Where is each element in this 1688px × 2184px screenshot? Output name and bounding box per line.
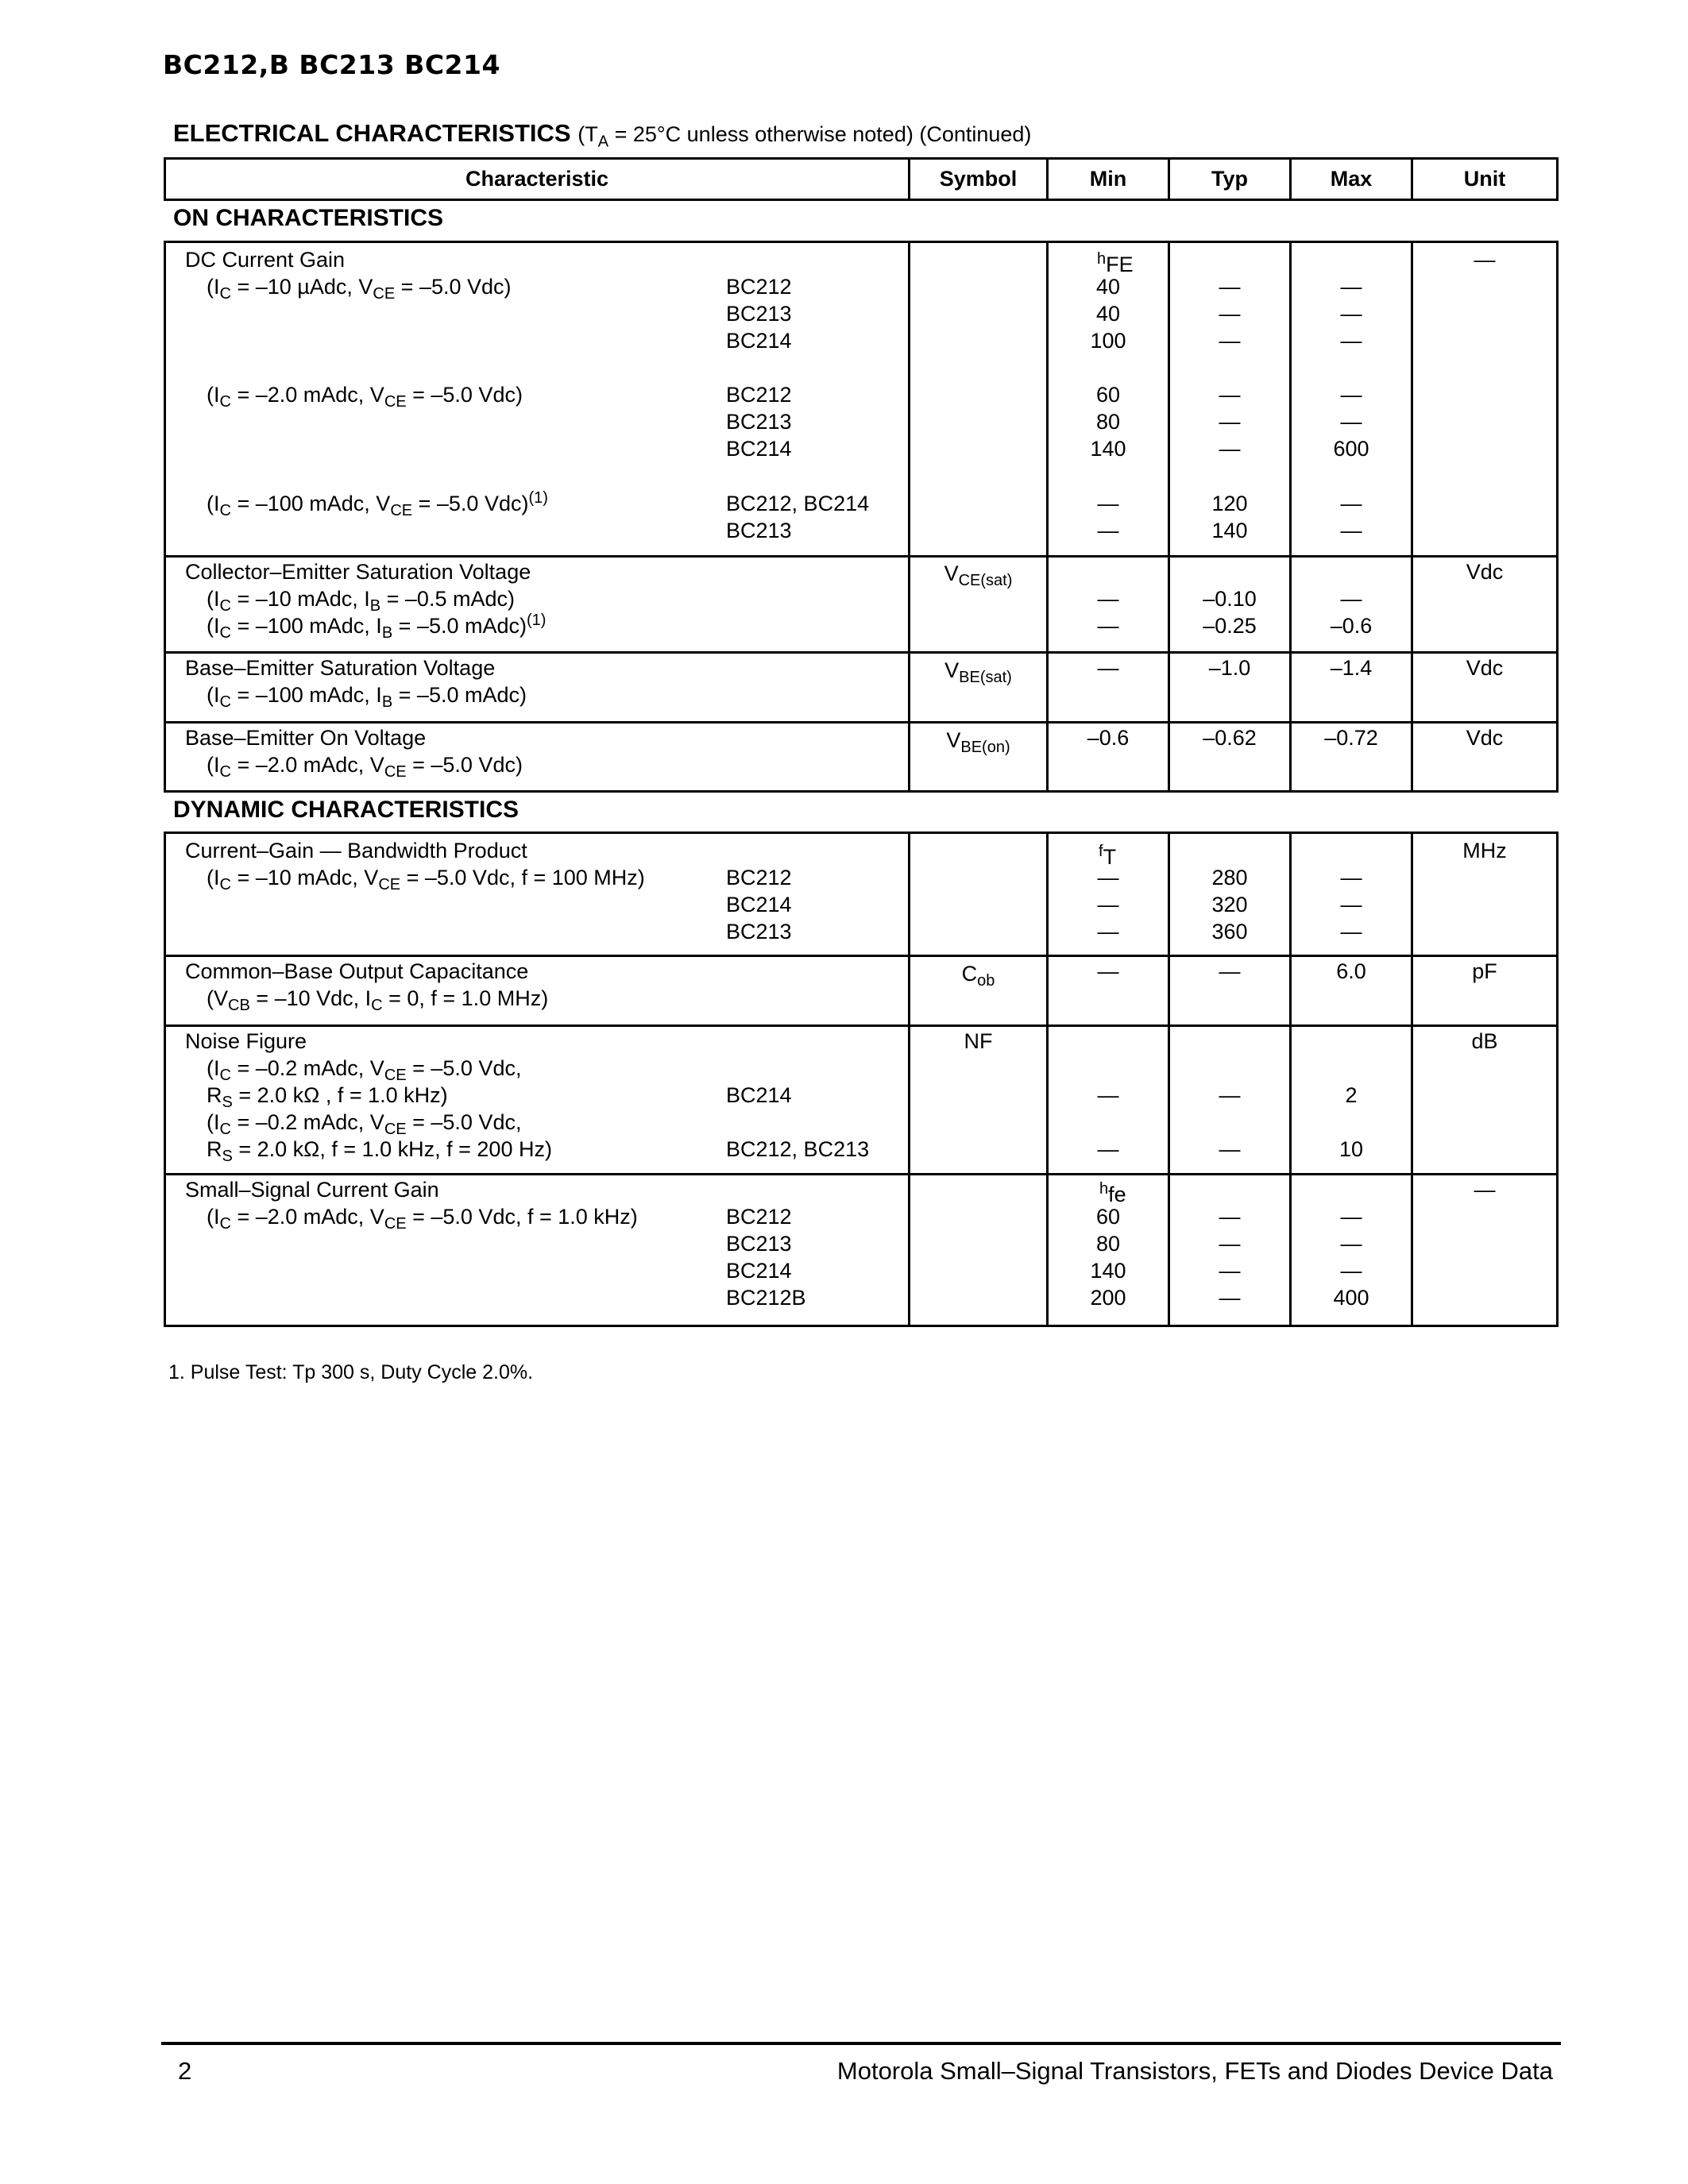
typ-value: — bbox=[1219, 1205, 1241, 1229]
nf-condition: $R_S = 2.0$ kΩ , f = 1.0 kHz) bbox=[207, 1083, 448, 1111]
dc-current-gain-title: DC Current Gain bbox=[185, 248, 346, 272]
document-header: BC212,B BC213 BC214 bbox=[163, 49, 500, 80]
typ-value: — bbox=[1219, 959, 1241, 983]
vbe-sat-symbol: $V_{BE(sat)}$ bbox=[944, 658, 1012, 686]
min-value: — bbox=[1097, 656, 1119, 680]
device-label: BC213 bbox=[726, 920, 792, 943]
typ-value: 140 bbox=[1211, 519, 1248, 542]
col-max: Max bbox=[1330, 167, 1373, 191]
footer-rule bbox=[161, 2042, 1561, 2045]
vce-sat-condition-2: ($I_C = -100$ mAdc, $I_B = -5.0$ mAdc)$^{(1)}$ bbox=[207, 612, 547, 642]
min-value: — bbox=[1097, 893, 1119, 916]
min-value: — bbox=[1097, 959, 1119, 983]
on-characteristics-table bbox=[164, 241, 1559, 793]
device-label: BC213 bbox=[726, 519, 792, 542]
max-value: –0.6 bbox=[1330, 614, 1373, 638]
max-value: — bbox=[1340, 410, 1362, 434]
hfe-symbol: $^h$FE bbox=[1097, 250, 1134, 276]
section-on-characteristics: ON CHARACTERISTICS bbox=[173, 205, 444, 231]
typ-value: 360 bbox=[1211, 920, 1248, 943]
table-title-main: ELECTRICAL CHARACTERISTICS bbox=[173, 119, 571, 147]
typ-value: — bbox=[1219, 275, 1241, 299]
vbe-on-condition: ($I_C = -2.0$ mAdc, $V_{CE} = -5.0$ Vdc) bbox=[207, 753, 523, 781]
min-value: 60 bbox=[1095, 383, 1121, 407]
vce-sat-condition-1: ($I_C = -10$ mAdc, $I_B = -0.5$ mAdc) bbox=[207, 587, 515, 615]
device-label: BC214 bbox=[726, 329, 792, 353]
hfe-condition-10ua: ($I_C = -10$ µAdc, $V_{CE} = -5.0$ Vdc) bbox=[207, 275, 512, 303]
min-value: — bbox=[1097, 1083, 1119, 1107]
min-value: 140 bbox=[1090, 1259, 1126, 1283]
col-min: Min bbox=[1089, 167, 1127, 191]
max-value: — bbox=[1340, 383, 1362, 407]
section-dynamic-characteristics: DYNAMIC CHARACTERISTICS bbox=[173, 797, 519, 823]
footnote: 1. Pulse Test: Tp 300 s, Duty Cycle 2.0%. bbox=[168, 1361, 534, 1383]
cob-condition: ($V_{CB} = -10$ Vdc, $I_C = 0$, f = 1.0 MHz) bbox=[207, 986, 549, 1014]
max-value: 10 bbox=[1338, 1137, 1364, 1161]
hfe-small-symbol: $^h$fe bbox=[1099, 1180, 1126, 1206]
typ-value: — bbox=[1219, 1083, 1241, 1107]
max-value: 600 bbox=[1333, 437, 1369, 461]
typ-value: 280 bbox=[1211, 866, 1248, 889]
nf-condition: ($I_C = -0.2$ mAdc, $V_{CE} = -5.0$ Vdc, bbox=[207, 1110, 522, 1138]
nf-condition: ($I_C = -0.2$ mAdc, $V_{CE} = -5.0$ Vdc, bbox=[207, 1056, 522, 1084]
min-value: 60 bbox=[1095, 1205, 1121, 1229]
hfe-unit: — bbox=[1474, 248, 1496, 272]
typ-value: –1.0 bbox=[1208, 656, 1251, 680]
device-label: BC212, BC213 bbox=[726, 1137, 870, 1161]
max-value: — bbox=[1340, 866, 1362, 889]
max-value: — bbox=[1340, 519, 1362, 542]
typ-value: 120 bbox=[1211, 492, 1248, 515]
max-value: –1.4 bbox=[1330, 656, 1373, 680]
device-label: BC212 bbox=[726, 866, 792, 889]
nf-condition: $R_S = 2.0$ kΩ, f = 1.0 kHz, f = 200 Hz) bbox=[207, 1137, 552, 1165]
max-value: 2 bbox=[1345, 1083, 1358, 1107]
max-value: — bbox=[1340, 1259, 1362, 1283]
cob-unit: pF bbox=[1472, 959, 1497, 983]
ft-title: Current–Gain — Bandwidth Product bbox=[185, 839, 527, 862]
typ-value: — bbox=[1219, 383, 1241, 407]
typ-value: 320 bbox=[1211, 893, 1248, 916]
vce-sat-title: Collector–Emitter Saturation Voltage bbox=[185, 560, 531, 584]
col-characteristic: Characteristic bbox=[465, 167, 609, 191]
hfe-small-unit: — bbox=[1474, 1178, 1496, 1202]
max-value: — bbox=[1340, 893, 1362, 916]
vbe-on-unit: Vdc bbox=[1466, 726, 1504, 750]
device-label: BC212 bbox=[726, 275, 792, 299]
ft-condition: ($I_C = -10$ mAdc, $V_{CE} = -5.0$ Vdc, f = 100 MHz) bbox=[207, 866, 645, 893]
nf-title: Noise Figure bbox=[185, 1029, 307, 1053]
typ-value: –0.62 bbox=[1203, 726, 1257, 750]
hfe-condition-2ma: ($I_C = -2.0$ mAdc, $V_{CE} = -5.0$ Vdc) bbox=[207, 383, 523, 411]
device-label: BC214 bbox=[726, 1259, 792, 1283]
typ-value: –0.10 bbox=[1203, 587, 1257, 611]
typ-value: — bbox=[1219, 329, 1241, 353]
max-value: — bbox=[1340, 920, 1362, 943]
cob-title: Common–Base Output Capacitance bbox=[185, 959, 529, 983]
min-value: 80 bbox=[1095, 410, 1121, 434]
ft-unit: MHz bbox=[1462, 839, 1507, 862]
vbe-sat-condition: ($I_C = -100$ mAdc, $I_B = -5.0$ mAdc) bbox=[207, 683, 527, 711]
min-value: — bbox=[1097, 492, 1119, 515]
typ-value: –0.25 bbox=[1203, 614, 1257, 638]
typ-value: — bbox=[1219, 437, 1241, 461]
table-title-conditions: ($T_A = 25^\circ C$ unless otherwise noted) (Continued) bbox=[577, 122, 1032, 151]
min-value: — bbox=[1097, 519, 1119, 542]
device-label: BC212 bbox=[726, 1205, 792, 1229]
cob-symbol: $C_{ob}$ bbox=[961, 962, 995, 990]
table-title bbox=[173, 119, 1031, 151]
min-value: –0.6 bbox=[1087, 726, 1130, 750]
vce-sat-symbol: $V_{CE(sat)}$ bbox=[944, 561, 1013, 589]
min-value: 100 bbox=[1090, 329, 1126, 353]
table-header bbox=[164, 157, 1559, 201]
vbe-sat-unit: Vdc bbox=[1466, 656, 1504, 680]
min-value: 80 bbox=[1095, 1232, 1121, 1256]
min-value: — bbox=[1097, 1137, 1119, 1161]
col-symbol: Symbol bbox=[939, 167, 1018, 191]
typ-value: — bbox=[1219, 1137, 1241, 1161]
min-value: 40 bbox=[1095, 302, 1121, 326]
device-label: BC213 bbox=[726, 1232, 792, 1256]
ft-symbol: $^f$T bbox=[1099, 843, 1117, 869]
max-value: — bbox=[1340, 275, 1362, 299]
device-label: BC213 bbox=[726, 302, 792, 326]
footer-text: Motorola Small–Signal Transistors, FETs and Diodes Device Data bbox=[836, 2057, 1553, 2085]
min-value: — bbox=[1097, 920, 1119, 943]
max-value: –0.72 bbox=[1324, 726, 1378, 750]
device-label: BC214 bbox=[726, 437, 792, 461]
min-value: 40 bbox=[1095, 275, 1121, 299]
device-label: BC212, BC214 bbox=[726, 492, 870, 515]
hfe-small-title: Small–Signal Current Gain bbox=[185, 1178, 439, 1202]
hfe-small-condition: ($I_C = -2.0$ mAdc, $V_{CE} = -5.0$ Vdc, f = 1.0 kHz) bbox=[207, 1205, 638, 1233]
typ-value: — bbox=[1219, 1232, 1241, 1256]
max-value: — bbox=[1340, 1232, 1362, 1256]
col-unit: Unit bbox=[1463, 167, 1506, 191]
min-value: 200 bbox=[1090, 1286, 1126, 1310]
max-value: — bbox=[1340, 587, 1362, 611]
max-value: — bbox=[1340, 492, 1362, 515]
max-value: 6.0 bbox=[1336, 959, 1366, 983]
min-value: 140 bbox=[1090, 437, 1126, 461]
device-label: BC212B bbox=[726, 1286, 806, 1310]
vce-sat-unit: Vdc bbox=[1466, 560, 1504, 584]
vbe-sat-title: Base–Emitter Saturation Voltage bbox=[185, 656, 496, 680]
device-label: BC214 bbox=[726, 893, 792, 916]
vbe-on-title: Base–Emitter On Voltage bbox=[185, 726, 427, 750]
vbe-on-symbol: $V_{BE(on)}$ bbox=[946, 728, 1010, 756]
device-label: BC212 bbox=[726, 383, 792, 407]
hfe-condition-100ma: ($I_C = -100$ mAdc, $V_{CE} = -5.0$ Vdc)$^{(1)}$ bbox=[207, 489, 548, 519]
nf-symbol: NF bbox=[964, 1029, 993, 1053]
typ-value: — bbox=[1219, 1286, 1241, 1310]
min-value: — bbox=[1097, 866, 1119, 889]
min-value: — bbox=[1097, 587, 1119, 611]
typ-value: — bbox=[1219, 410, 1241, 434]
device-label: BC213 bbox=[726, 410, 792, 434]
device-label: BC214 bbox=[726, 1083, 792, 1107]
dynamic-characteristics-table bbox=[164, 832, 1559, 1327]
max-value: 400 bbox=[1333, 1286, 1369, 1310]
col-typ: Typ bbox=[1211, 167, 1248, 191]
page-number: 2 bbox=[178, 2057, 192, 2085]
max-value: — bbox=[1340, 302, 1362, 326]
typ-value: — bbox=[1219, 1259, 1241, 1283]
max-value: — bbox=[1340, 1205, 1362, 1229]
typ-value: — bbox=[1219, 302, 1241, 326]
min-value: — bbox=[1097, 614, 1119, 638]
nf-unit: dB bbox=[1471, 1029, 1498, 1053]
max-value: — bbox=[1340, 329, 1362, 353]
